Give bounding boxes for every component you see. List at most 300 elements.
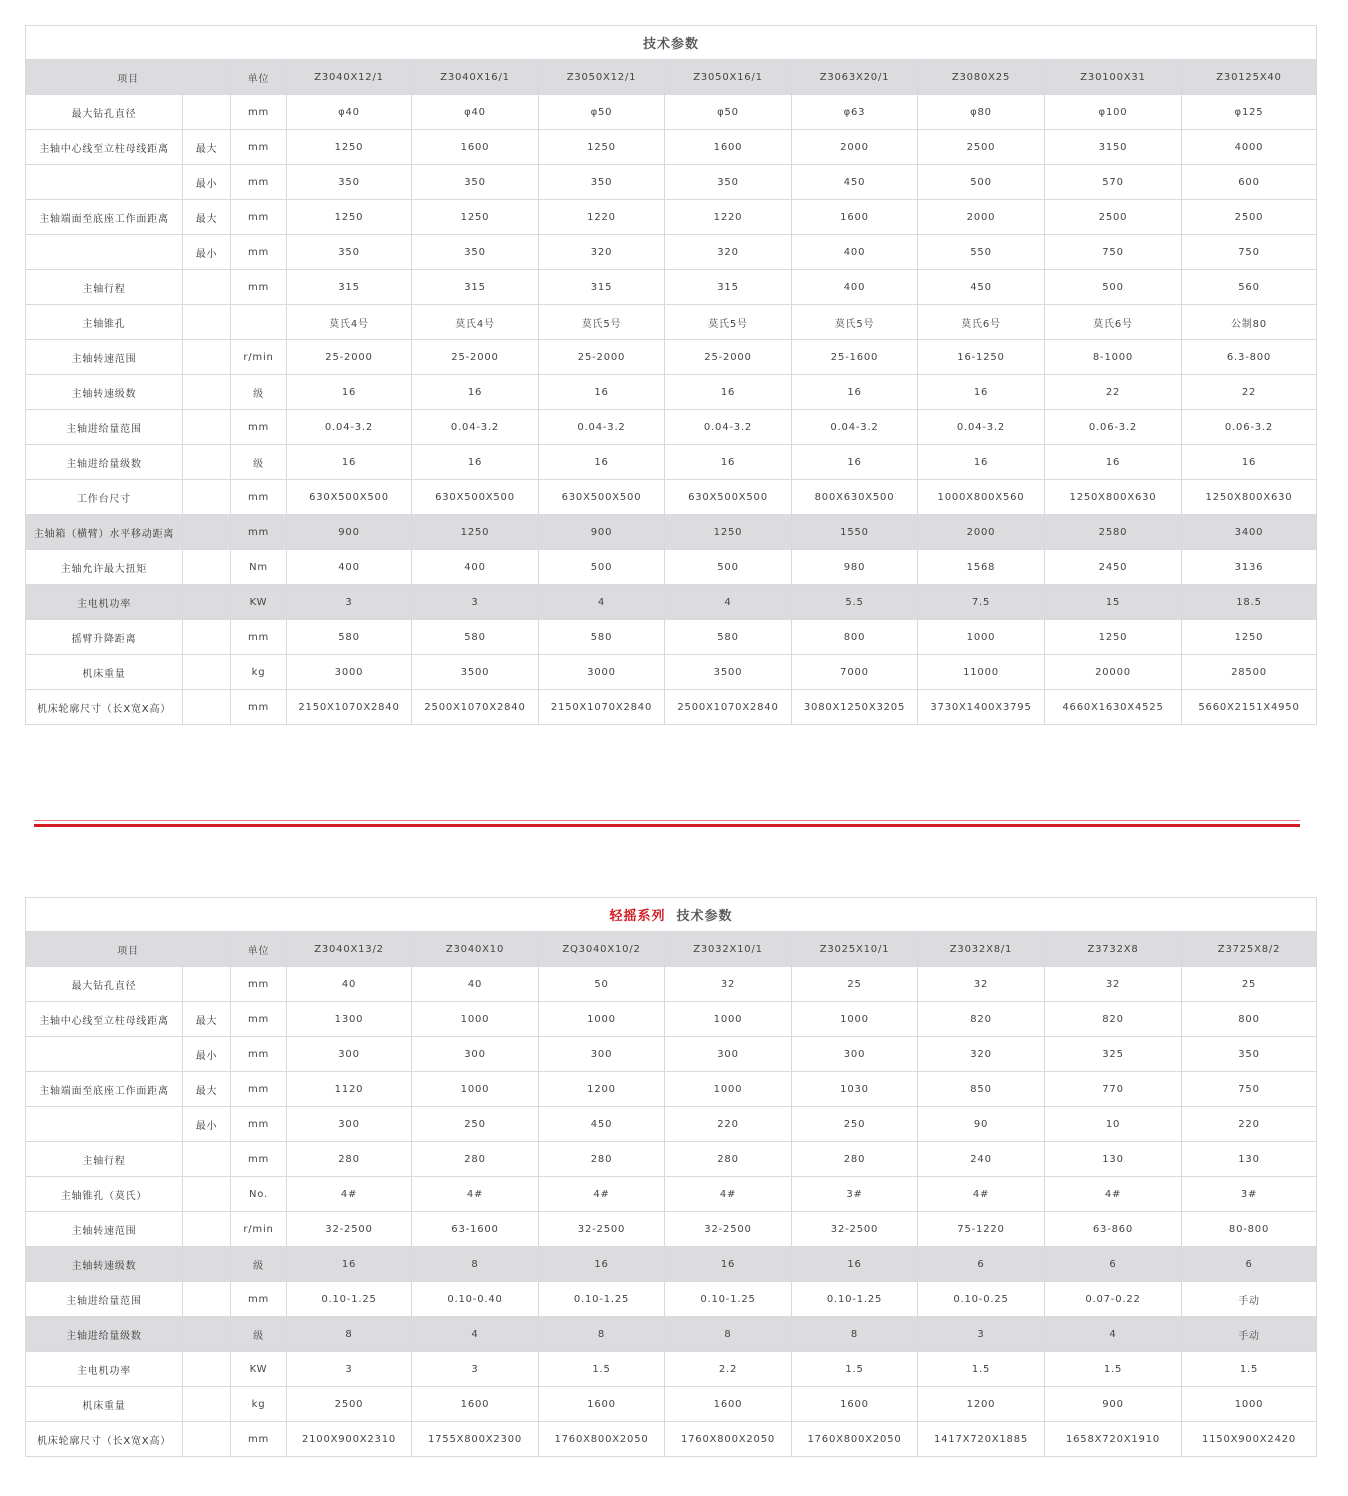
row-name: 主轴锥孔（莫氏） (26, 1177, 183, 1212)
header-model: Z3025X10/1 (792, 932, 918, 967)
row-value: 3 (918, 1317, 1045, 1352)
row-value: 280 (665, 1142, 792, 1177)
row-unit: mm (231, 95, 287, 130)
row-value: φ63 (792, 95, 918, 130)
table-row (26, 690, 1317, 725)
table-row (26, 165, 1317, 200)
row-value: 18.5 (1182, 585, 1317, 620)
row-value: 3# (1182, 1177, 1317, 1212)
row-value: 6 (1182, 1247, 1317, 1282)
row-unit: mm (231, 1037, 287, 1072)
row-value: 16-1250 (918, 340, 1045, 375)
row-sub-label (183, 410, 231, 445)
row-value: 7000 (792, 655, 918, 690)
row-value: 5.5 (792, 585, 918, 620)
row-value: φ40 (412, 95, 539, 130)
table-row (26, 1107, 1317, 1142)
row-value: 300 (287, 1107, 412, 1142)
row-value: 1220 (665, 200, 792, 235)
row-value: 16 (665, 1247, 792, 1282)
row-unit: Nm (231, 550, 287, 585)
row-sub-label: 最小 (183, 1107, 231, 1142)
row-name: 主轴进给量级数 (26, 445, 183, 480)
row-name (26, 1037, 183, 1072)
row-value: 80-800 (1182, 1212, 1317, 1247)
row-value: 0.10-1.25 (665, 1282, 792, 1317)
row-value: 1658X720X1910 (1045, 1422, 1182, 1457)
row-value: 16 (792, 1247, 918, 1282)
row-value: 325 (1045, 1037, 1182, 1072)
row-value: 6 (1045, 1247, 1182, 1282)
row-value: 11000 (918, 655, 1045, 690)
row-value: 4 (1045, 1317, 1182, 1352)
row-value: 1.5 (918, 1352, 1045, 1387)
header-model: Z3050X12/1 (539, 60, 665, 95)
row-value: 7.5 (918, 585, 1045, 620)
row-sub-label (183, 1142, 231, 1177)
row-value: 16 (539, 445, 665, 480)
table-row (26, 1072, 1317, 1107)
row-value: 1000 (412, 1072, 539, 1107)
row-value: 3500 (412, 655, 539, 690)
row-value: 4# (665, 1177, 792, 1212)
row-unit: mm (231, 1107, 287, 1142)
header-item: 项目 (26, 932, 231, 967)
row-value: 450 (792, 165, 918, 200)
row-value: 2000 (792, 130, 918, 165)
header-model: Z3063X20/1 (792, 60, 918, 95)
row-sub-label: 最大 (183, 1002, 231, 1037)
header-row (26, 60, 1317, 95)
row-value: φ125 (1182, 95, 1317, 130)
row-value: 32-2500 (539, 1212, 665, 1247)
row-value: 800 (1182, 1002, 1317, 1037)
row-value: 570 (1045, 165, 1182, 200)
row-value: 1250 (287, 130, 412, 165)
row-value: 350 (287, 165, 412, 200)
header-model: Z3732X8 (1045, 932, 1182, 967)
row-value: 1760X800X2050 (539, 1422, 665, 1457)
row-value: 0.10-0.25 (918, 1282, 1045, 1317)
row-value: 800 (792, 620, 918, 655)
table-row (26, 1247, 1317, 1282)
row-sub-label (183, 1212, 231, 1247)
row-value: 770 (1045, 1072, 1182, 1107)
row-unit: mm (231, 1142, 287, 1177)
row-value: 1600 (665, 1387, 792, 1422)
row-sub-label (183, 1282, 231, 1317)
table-row (26, 1387, 1317, 1422)
row-value: 450 (918, 270, 1045, 305)
row-value: 25 (792, 967, 918, 1002)
row-value: 16 (412, 445, 539, 480)
row-value: 32-2500 (287, 1212, 412, 1247)
row-name: 主轴行程 (26, 1142, 183, 1177)
row-value: 1000 (665, 1002, 792, 1037)
row-sub-label: 最大 (183, 1072, 231, 1107)
table-row (26, 967, 1317, 1002)
row-value: 3136 (1182, 550, 1317, 585)
row-value: 手动 (1182, 1282, 1317, 1317)
row-value: 3000 (539, 655, 665, 690)
row-value: 240 (918, 1142, 1045, 1177)
row-value: 3 (412, 585, 539, 620)
row-value: 16 (918, 375, 1045, 410)
row-unit: 级 (231, 375, 287, 410)
row-value: 6 (918, 1247, 1045, 1282)
row-value: 75-1220 (918, 1212, 1045, 1247)
row-unit: mm (231, 200, 287, 235)
row-name: 机床轮廓尺寸（长X宽X高） (26, 690, 183, 725)
row-value: 4# (1045, 1177, 1182, 1212)
row-sub-label (183, 1387, 231, 1422)
row-name: 机床轮廓尺寸（长X宽X高） (26, 1422, 183, 1457)
row-value: 2500X1070X2840 (665, 690, 792, 725)
row-value: 500 (539, 550, 665, 585)
row-value: 850 (918, 1072, 1045, 1107)
row-value: 1250 (1182, 620, 1317, 655)
row-value: 2500 (1045, 200, 1182, 235)
row-value: 280 (287, 1142, 412, 1177)
row-value: 50 (539, 967, 665, 1002)
row-value: 16 (412, 375, 539, 410)
row-value: φ50 (665, 95, 792, 130)
row-value: 20000 (1045, 655, 1182, 690)
row-value: 25 (1182, 967, 1317, 1002)
row-sub-label (183, 967, 231, 1002)
header-model: Z30100X31 (1045, 60, 1182, 95)
row-value: 25-2000 (287, 340, 412, 375)
row-sub-label (183, 1177, 231, 1212)
row-sub-label: 最小 (183, 1037, 231, 1072)
row-value: 0.06-3.2 (1045, 410, 1182, 445)
header-model: Z3050X16/1 (665, 60, 792, 95)
row-value: 1250X800X630 (1182, 480, 1317, 515)
table-row (26, 1317, 1317, 1352)
row-name: 主轴允许最大扭矩 (26, 550, 183, 585)
row-value: 820 (1045, 1002, 1182, 1037)
row-unit: 级 (231, 445, 287, 480)
row-value: 28500 (1182, 655, 1317, 690)
row-value: 3400 (1182, 515, 1317, 550)
row-sub-label (183, 95, 231, 130)
header-model: Z3040X12/1 (287, 60, 412, 95)
row-value: 350 (1182, 1037, 1317, 1072)
row-value: 1000 (1182, 1387, 1317, 1422)
row-value: 630X500X500 (539, 480, 665, 515)
row-value: 16 (287, 1247, 412, 1282)
row-sub-label: 最小 (183, 235, 231, 270)
row-value: 32 (918, 967, 1045, 1002)
row-value: 莫氏6号 (1045, 305, 1182, 340)
row-sub-label (183, 445, 231, 480)
row-value: 1.5 (1045, 1352, 1182, 1387)
row-value: 1600 (792, 1387, 918, 1422)
row-unit: kg (231, 655, 287, 690)
row-name: 主轴中心线至立柱母线距离 (26, 1002, 183, 1037)
row-value: 250 (792, 1107, 918, 1142)
row-value: 3730X1400X3795 (918, 690, 1045, 725)
row-value: 1000 (539, 1002, 665, 1037)
row-value: 0.06-3.2 (1182, 410, 1317, 445)
table-title (26, 898, 1317, 932)
row-unit: mm (231, 967, 287, 1002)
row-value: 4# (412, 1177, 539, 1212)
row-value: 350 (412, 235, 539, 270)
row-value: 2100X900X2310 (287, 1422, 412, 1457)
row-sub-label (183, 270, 231, 305)
row-value: 315 (665, 270, 792, 305)
row-sub-label (183, 375, 231, 410)
row-sub-label: 最大 (183, 200, 231, 235)
row-value: 300 (287, 1037, 412, 1072)
row-unit: No. (231, 1177, 287, 1212)
table-row (26, 1002, 1317, 1037)
row-value: 1250 (665, 515, 792, 550)
row-sub-label (183, 550, 231, 585)
row-name (26, 235, 183, 270)
row-sub-label (183, 1247, 231, 1282)
row-value: 320 (539, 235, 665, 270)
row-value: 800X630X500 (792, 480, 918, 515)
row-value: 315 (287, 270, 412, 305)
row-value: 8 (412, 1247, 539, 1282)
row-unit: mm (231, 1422, 287, 1457)
row-sub-label (183, 515, 231, 550)
row-value: 3 (287, 1352, 412, 1387)
row-value: 63-1600 (412, 1212, 539, 1247)
table-row (26, 550, 1317, 585)
row-value: 350 (412, 165, 539, 200)
row-value: 32-2500 (792, 1212, 918, 1247)
row-value: 0.04-3.2 (539, 410, 665, 445)
row-name: 主轴箱（横臂）水平移动距离 (26, 515, 183, 550)
row-name: 主轴转速级数 (26, 375, 183, 410)
row-name: 主轴进给量范围 (26, 410, 183, 445)
row-value: 6.3-800 (1182, 340, 1317, 375)
row-value: 16 (539, 1247, 665, 1282)
row-value: 1568 (918, 550, 1045, 585)
row-value: 1000 (918, 620, 1045, 655)
header-model: ZQ3040X10/2 (539, 932, 665, 967)
row-value: 1760X800X2050 (792, 1422, 918, 1457)
row-name: 主轴进给量级数 (26, 1317, 183, 1352)
row-value: 1417X720X1885 (918, 1422, 1045, 1457)
section-divider (34, 820, 1300, 827)
row-value: 16 (287, 375, 412, 410)
row-value: 1760X800X2050 (665, 1422, 792, 1457)
row-sub-label (183, 690, 231, 725)
row-name: 主轴转速范围 (26, 1212, 183, 1247)
header-model: Z3032X8/1 (918, 932, 1045, 967)
row-value: 4000 (1182, 130, 1317, 165)
row-value: 900 (1045, 1387, 1182, 1422)
row-unit: mm (231, 235, 287, 270)
row-value: 8 (665, 1317, 792, 1352)
row-value: 40 (412, 967, 539, 1002)
header-model: Z30125X40 (1182, 60, 1317, 95)
row-value: 1000X800X560 (918, 480, 1045, 515)
row-value: 0.04-3.2 (792, 410, 918, 445)
row-value: 90 (918, 1107, 1045, 1142)
row-value: 0.04-3.2 (665, 410, 792, 445)
row-value: 220 (1182, 1107, 1317, 1142)
row-value: 280 (412, 1142, 539, 1177)
row-unit: mm (231, 130, 287, 165)
row-name: 工作台尺寸 (26, 480, 183, 515)
row-value: 350 (539, 165, 665, 200)
row-value: 2500 (918, 130, 1045, 165)
row-value: 4 (539, 585, 665, 620)
row-value: 500 (918, 165, 1045, 200)
row-unit: KW (231, 1352, 287, 1387)
row-value: 315 (539, 270, 665, 305)
row-sub-label (183, 340, 231, 375)
row-unit: mm (231, 270, 287, 305)
row-value: 8 (287, 1317, 412, 1352)
row-value: 32 (1045, 967, 1182, 1002)
row-value: 980 (792, 550, 918, 585)
row-value: 16 (1182, 445, 1317, 480)
row-value: 400 (792, 235, 918, 270)
row-value: 0.10-0.40 (412, 1282, 539, 1317)
row-sub-label: 最大 (183, 130, 231, 165)
row-name: 主电机功率 (26, 1352, 183, 1387)
header-model: Z3032X10/1 (665, 932, 792, 967)
table-row (26, 1352, 1317, 1387)
row-value: φ100 (1045, 95, 1182, 130)
header-model: Z3725X8/2 (1182, 932, 1317, 967)
row-name: 摇臂升降距离 (26, 620, 183, 655)
row-value: 32 (665, 967, 792, 1002)
row-value: 320 (918, 1037, 1045, 1072)
row-unit: r/min (231, 340, 287, 375)
row-value: 400 (412, 550, 539, 585)
row-value: 1755X800X2300 (412, 1422, 539, 1457)
series-name: 轻摇系列 (609, 909, 666, 924)
row-value: 2580 (1045, 515, 1182, 550)
row-name: 主电机功率 (26, 585, 183, 620)
row-sub-label (183, 1317, 231, 1352)
row-name (26, 165, 183, 200)
row-value: 16 (665, 445, 792, 480)
row-value: φ40 (287, 95, 412, 130)
row-unit: mm (231, 480, 287, 515)
row-value: 300 (792, 1037, 918, 1072)
table-row (26, 410, 1317, 445)
row-value: 3080X1250X3205 (792, 690, 918, 725)
row-value: 1000 (665, 1072, 792, 1107)
row-value: 750 (1182, 1072, 1317, 1107)
row-value: 1220 (539, 200, 665, 235)
table-row (26, 1037, 1317, 1072)
table-row (26, 480, 1317, 515)
row-value: 280 (792, 1142, 918, 1177)
row-value: 560 (1182, 270, 1317, 305)
table-row (26, 1212, 1317, 1247)
row-sub-label: 最小 (183, 165, 231, 200)
row-value: 手动 (1182, 1317, 1317, 1352)
row-unit: mm (231, 165, 287, 200)
row-value: 900 (539, 515, 665, 550)
row-value: 400 (792, 270, 918, 305)
row-value: 820 (918, 1002, 1045, 1037)
row-value: 1250 (539, 130, 665, 165)
row-value: 1250 (412, 200, 539, 235)
header-model: Z3040X16/1 (412, 60, 539, 95)
row-sub-label (183, 1352, 231, 1387)
row-value: 0.04-3.2 (412, 410, 539, 445)
row-value: 315 (412, 270, 539, 305)
row-sub-label (183, 305, 231, 340)
row-value: 300 (412, 1037, 539, 1072)
row-name: 主轴行程 (26, 270, 183, 305)
row-value: 350 (287, 235, 412, 270)
row-value: 16 (539, 375, 665, 410)
row-value: 1600 (665, 130, 792, 165)
table-row (26, 130, 1317, 165)
row-unit: 级 (231, 1317, 287, 1352)
row-value: 1.5 (539, 1352, 665, 1387)
spec-table (25, 897, 1317, 1457)
row-value: 3# (792, 1177, 918, 1212)
row-value: 1000 (792, 1002, 918, 1037)
row-value: 600 (1182, 165, 1317, 200)
row-name: 主轴中心线至立柱母线距离 (26, 130, 183, 165)
row-value: 2000 (918, 515, 1045, 550)
row-value: 1600 (539, 1387, 665, 1422)
row-value: 1030 (792, 1072, 918, 1107)
row-value: 2500 (287, 1387, 412, 1422)
row-value: 32-2500 (665, 1212, 792, 1247)
table-row (26, 655, 1317, 690)
row-value: 580 (539, 620, 665, 655)
row-value: 630X500X500 (665, 480, 792, 515)
row-value: 0.04-3.2 (918, 410, 1045, 445)
row-value: 580 (287, 620, 412, 655)
row-value: 500 (1045, 270, 1182, 305)
table-row (26, 375, 1317, 410)
row-value: 130 (1182, 1142, 1317, 1177)
row-value: 3000 (287, 655, 412, 690)
row-name: 主轴端面至底座工作面距离 (26, 200, 183, 235)
row-unit: mm (231, 410, 287, 445)
row-value: 4# (287, 1177, 412, 1212)
row-value: 16 (918, 445, 1045, 480)
row-value: 2150X1070X2840 (539, 690, 665, 725)
row-value: 16 (792, 375, 918, 410)
table-row (26, 1177, 1317, 1212)
table-row (26, 200, 1317, 235)
row-value: 1150X900X2420 (1182, 1422, 1317, 1457)
row-value: 400 (287, 550, 412, 585)
row-unit: 级 (231, 1247, 287, 1282)
row-value: 莫氏6号 (918, 305, 1045, 340)
row-value: 300 (665, 1037, 792, 1072)
row-unit: mm (231, 690, 287, 725)
row-unit: kg (231, 1387, 287, 1422)
header-unit: 单位 (231, 60, 287, 95)
row-value: 4 (412, 1317, 539, 1352)
row-value: 16 (287, 445, 412, 480)
table-row (26, 515, 1317, 550)
row-unit: mm (231, 620, 287, 655)
row-value: 550 (918, 235, 1045, 270)
row-value: 2500X1070X2840 (412, 690, 539, 725)
row-value: 2150X1070X2840 (287, 690, 412, 725)
row-name: 主轴锥孔 (26, 305, 183, 340)
row-value: 16 (665, 375, 792, 410)
